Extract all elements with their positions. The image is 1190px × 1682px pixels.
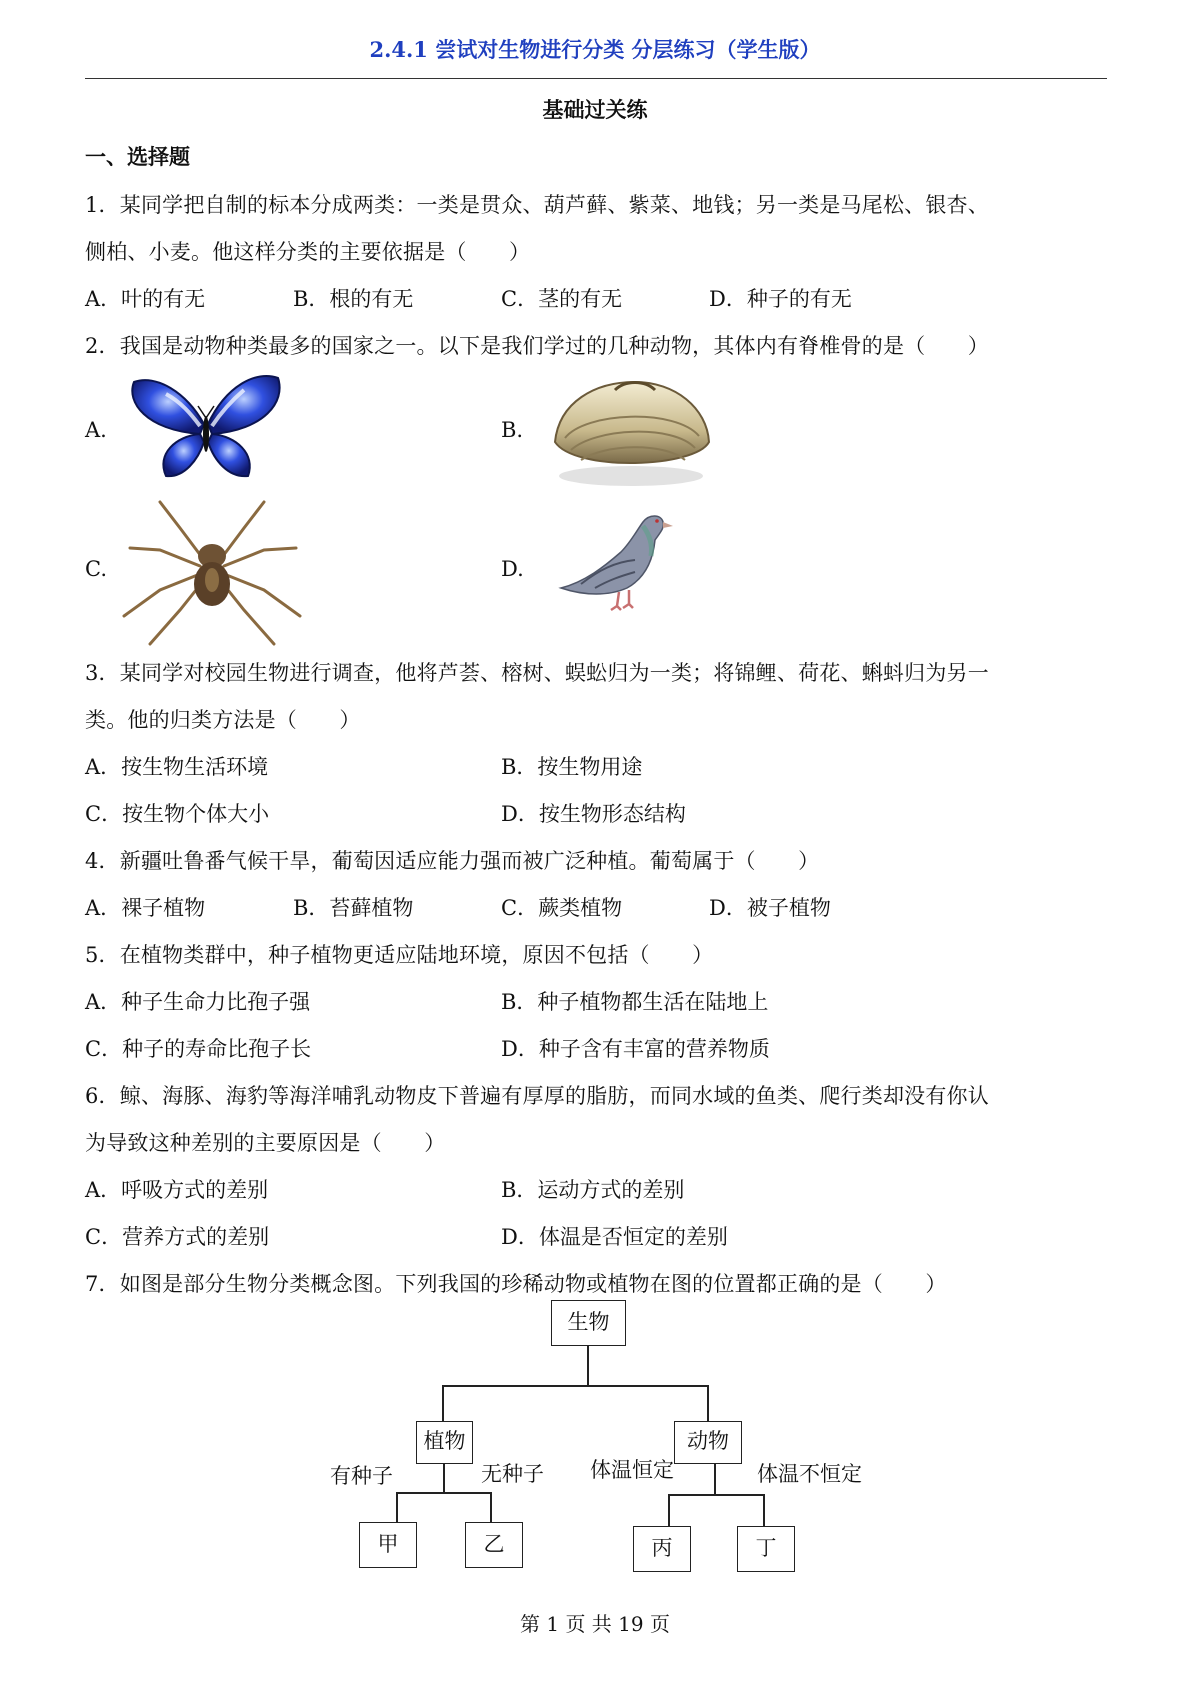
question-4-line-1: 4．新疆吐鲁番气候干旱，葡萄因适应能力强而被广泛种植。葡萄属于（ ） <box>85 849 820 873</box>
node-organism: 生物 <box>551 1300 626 1346</box>
q3-option-c: C．按生物个体大小 <box>85 802 270 826</box>
node-plant: 植物 <box>416 1421 473 1464</box>
section-title: 基础过关练 <box>542 97 648 122</box>
label-constant-temp: 体温恒定 <box>590 1458 674 1482</box>
q3-option-a: A．按生物生活环境 <box>85 755 269 779</box>
node-yi: 乙 <box>465 1522 523 1568</box>
q2-option-a: A. <box>85 418 107 442</box>
label-has-seed: 有种子 <box>330 1464 393 1488</box>
q6-option-c: C．营养方式的差别 <box>85 1225 270 1249</box>
question-3-line-2: 类。他的归类方法是（ ） <box>85 708 361 732</box>
q4-option-a: A．裸子植物 <box>85 896 206 920</box>
q5-option-b: B．种子植物都生活在陆地上 <box>501 990 769 1014</box>
q2-option-c: C. <box>85 557 107 581</box>
part-title: 一、选择题 <box>85 144 190 169</box>
question-2-line-1: 2．我国是动物种类最多的国家之一。以下是我们学过的几种动物，其体内有脊椎骨的是（ ） <box>85 334 989 358</box>
q4-option-b: B．苔藓植物 <box>293 896 414 920</box>
q4-option-c: C．蕨类植物 <box>501 896 623 920</box>
q2-option-b: B. <box>501 418 524 442</box>
question-7-line-1: 7．如图是部分生物分类概念图。下列我国的珍稀动物或植物在图的位置都正确的是（ ） <box>85 1272 947 1296</box>
label-no-seed: 无种子 <box>481 1462 544 1486</box>
q5-option-a: A．种子生命力比孢子强 <box>85 990 311 1014</box>
q3-option-d: D．按生物形态结构 <box>501 802 686 826</box>
document-header: 2.4.1 尝试对生物进行分类 分层练习（学生版） <box>369 37 821 62</box>
q6-option-d: D．体温是否恒定的差别 <box>501 1225 728 1249</box>
question-1-line-2: 侧柏、小麦。他这样分类的主要依据是（ ） <box>85 240 531 264</box>
question-1-line-1: 1．某同学把自制的标本分成两类：一类是贯众、葫芦藓、紫菜、地钱；另一类是马尾松、银杏、 <box>85 193 989 217</box>
clam-icon <box>545 372 715 490</box>
q6-option-b: B．运动方式的差别 <box>501 1178 685 1202</box>
spider-icon <box>120 498 305 648</box>
node-ding: 丁 <box>737 1526 795 1572</box>
page-footer: 第 1 页 共 19 页 <box>520 1612 670 1636</box>
question-3-line-1: 3．某同学对校园生物进行调查，他将芦荟、榕树、蜈蚣归为一类；将锦鲤、荷花、蝌蚪归为另一 <box>85 661 989 685</box>
label-variable-temp: 体温不恒定 <box>757 1462 862 1486</box>
q1-option-d: D．种子的有无 <box>709 287 852 311</box>
q5-option-c: C．种子的寿命比孢子长 <box>85 1037 312 1061</box>
butterfly-icon <box>126 372 286 482</box>
q5-option-d: D．种子含有丰富的营养物质 <box>501 1037 770 1061</box>
q1-option-a: A．叶的有无 <box>85 287 206 311</box>
q1-option-b: B．根的有无 <box>293 287 414 311</box>
q4-option-d: D．被子植物 <box>709 896 831 920</box>
node-animal: 动物 <box>674 1421 742 1464</box>
question-6-line-2: 为导致这种差别的主要原因是（ ） <box>85 1131 446 1155</box>
q2-option-d: D. <box>501 557 524 581</box>
header-rule <box>85 78 1107 79</box>
q1-option-c: C．茎的有无 <box>501 287 623 311</box>
q3-option-b: B．按生物用途 <box>501 755 643 779</box>
node-bing: 丙 <box>633 1526 691 1572</box>
question-6-line-1: 6．鲸、海豚、海豹等海洋哺乳动物皮下普遍有厚厚的脂肪，而同水域的鱼类、爬行类却没有你认 <box>85 1084 989 1108</box>
node-jia: 甲 <box>359 1522 417 1568</box>
q6-option-a: A．呼吸方式的差别 <box>85 1178 269 1202</box>
question-5-line-1: 5．在植物类群中，种子植物更适应陆地环境，原因不包括（ ） <box>85 943 714 967</box>
pigeon-icon <box>555 500 675 620</box>
